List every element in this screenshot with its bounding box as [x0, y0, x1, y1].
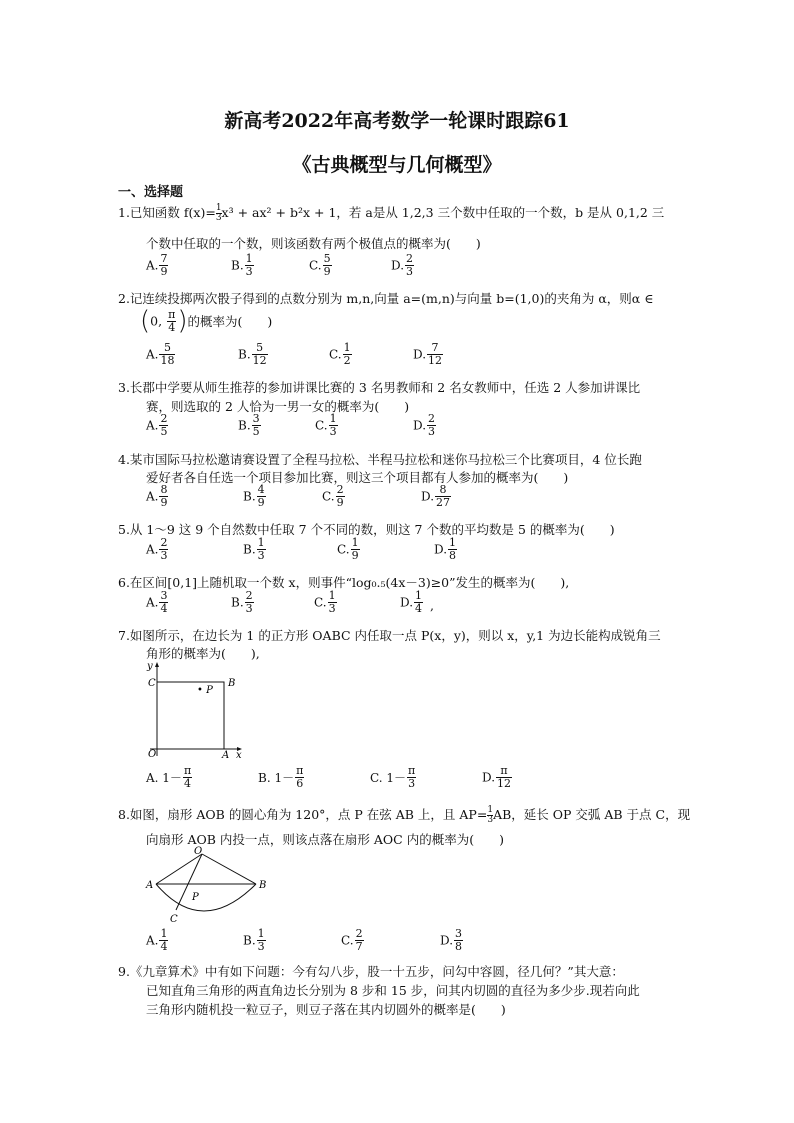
section-heading: 一、选择题	[118, 185, 184, 200]
numerator: 3	[252, 412, 260, 425]
denominator: 9	[160, 496, 168, 509]
answer-option	[391, 253, 415, 278]
question-2-line-2: (0, $\frac{\pi}{4}$ )的概率为( )	[140, 306, 273, 336]
option-fraction	[351, 537, 360, 562]
numerator: 4	[257, 483, 265, 496]
option-fraction	[323, 253, 332, 278]
option-fraction	[328, 590, 337, 615]
numerator: 1	[328, 589, 336, 602]
label-o: O	[194, 846, 203, 857]
option-fraction	[427, 413, 436, 438]
answer-option	[231, 590, 255, 615]
fraction: $\frac{\pi}{4}$	[168, 307, 176, 334]
option-fraction	[448, 537, 457, 562]
option-label: C.	[315, 418, 328, 433]
option-label: D.	[482, 770, 496, 785]
numerator: 1	[351, 536, 359, 549]
option-label: C. 1－	[370, 771, 407, 785]
answer-option	[146, 253, 169, 278]
numerator: π	[183, 764, 192, 777]
answer-option	[231, 253, 255, 278]
numerator: 8	[160, 483, 168, 496]
denominator: 12	[252, 354, 267, 367]
numerator: 7	[160, 252, 168, 265]
numerator: 1	[245, 252, 253, 265]
option-label: D.	[413, 418, 427, 433]
option-label: D.	[421, 489, 435, 504]
question-1-line-2: 个数中任取的一个数，则该函数有两个极值点的概率为( )	[146, 236, 481, 251]
numerator: 8	[435, 484, 451, 497]
numerator: 5	[323, 252, 331, 265]
numerator: 3	[160, 589, 168, 602]
option-fraction	[159, 537, 168, 562]
answer-option	[238, 413, 262, 438]
denominator: 12	[497, 777, 512, 790]
denominator: 3	[257, 940, 265, 953]
answer-option	[238, 342, 269, 367]
page-title: 新高考2022年高考数学一轮课时跟踪61	[224, 110, 570, 132]
denominator: 3	[160, 549, 168, 562]
answer-option	[421, 484, 452, 509]
denominator: 3	[329, 425, 337, 438]
option-label: D.	[434, 542, 448, 557]
fraction: $\frac{1}{3}$	[215, 203, 222, 223]
option-fraction	[159, 342, 175, 367]
answer-option	[413, 413, 437, 438]
numerator: 1	[343, 341, 351, 354]
answer-option	[243, 928, 267, 953]
question-6-line-1: 6.在区间[0,1]上随机取一个数 x，则事件“log₀.₅(4x－3)≥0”发生的概率为( ),	[118, 575, 570, 590]
question-2-line-1: 2.记连续投掷两次骰子得到的点数分别为 m,n,向量 a=(m,n)与向量 b=(1,0)的夹角为 α，则α ∈	[118, 291, 654, 306]
question-9-line-1: 9.《九章算术》中有如下问题：今有勾八步，股一十五步，问勾中容圆，径几何？”其大意：	[118, 964, 624, 979]
denominator: 3	[328, 602, 336, 615]
arc-ab	[156, 884, 256, 911]
option-label: C.	[337, 542, 350, 557]
answer-option	[146, 484, 169, 509]
denominator: 4	[160, 940, 168, 953]
answer-option	[146, 590, 169, 615]
label-p: • P	[197, 685, 213, 696]
denominator: 3	[257, 549, 265, 562]
question-8-line-2: 向扇形 AOB 内投一点，则该点落在扇形 AOC 内的概率为( )	[146, 832, 504, 847]
denominator: 3	[245, 602, 253, 615]
option-label: B.	[238, 418, 251, 433]
denominator: 5	[252, 425, 260, 438]
answer-option	[329, 342, 353, 367]
option-fraction	[355, 928, 364, 953]
option-fraction	[257, 537, 266, 562]
option-label: A.	[146, 418, 159, 433]
option-fraction	[252, 342, 268, 367]
answer-option	[146, 342, 176, 367]
answer-option	[243, 484, 267, 509]
numerator: 3	[455, 927, 463, 940]
question-4-line-2: 爱好者各自任选一个项目参加比赛，则这三个项目都有人参加的概率为( )	[146, 470, 569, 485]
option-label: B.	[243, 542, 256, 557]
question-3-line-1: 3.长郡中学要从师生推荐的参加讲课比赛的 3 名男教师和 2 名女教师中，任选 2 人参加讲课比	[118, 380, 641, 395]
label-x: x	[236, 750, 242, 760]
numerator: 1	[449, 536, 457, 549]
numerator: 1	[329, 412, 337, 425]
option-label: B.	[231, 258, 244, 273]
option-label: B.	[243, 933, 256, 948]
numerator: 1	[257, 927, 265, 940]
answer-option	[440, 928, 464, 953]
option-label: A.	[146, 595, 159, 610]
option-label: A.	[146, 933, 159, 948]
numerator: π	[408, 764, 416, 777]
answer-option	[315, 413, 339, 438]
answer-option	[413, 342, 444, 367]
numerator: 1	[160, 927, 168, 940]
label-y: y	[147, 661, 153, 672]
answer-option	[243, 537, 267, 562]
denominator: 2	[343, 354, 351, 367]
option-label: B.	[231, 595, 244, 610]
option-label: C.	[314, 595, 327, 610]
label-p: P	[192, 892, 199, 903]
option-fraction	[245, 253, 254, 278]
denominator: 6	[296, 777, 304, 790]
label-a: A	[222, 750, 230, 760]
option-label: C.	[341, 933, 354, 948]
answer-option	[482, 765, 513, 790]
label-b: B	[228, 678, 236, 689]
option-fraction	[257, 484, 266, 509]
option-label: D.	[400, 595, 414, 610]
option-label: C.	[309, 258, 322, 273]
option-label: D.	[440, 933, 454, 948]
numerator: 2	[160, 412, 168, 425]
denominator: 3	[408, 777, 416, 790]
answer-option	[309, 253, 333, 278]
denominator: 9	[336, 496, 344, 509]
denominator: 7	[355, 940, 363, 953]
option-fraction	[245, 590, 254, 615]
denominator: 9	[323, 265, 331, 278]
question-3-line-2: 赛，则选取的 2 人恰为一男一女的概率为( )	[146, 399, 410, 414]
denominator: 12	[428, 354, 443, 367]
denominator: 18	[160, 354, 175, 367]
denominator: 4	[184, 777, 192, 790]
y-axis-arrow	[155, 662, 159, 667]
question-4-line-1: 4.某市国际马拉松邀请赛设置了全程马拉松、半程马拉松和迷你马拉松三个比赛项目，4 位长跑	[118, 452, 642, 467]
numerator: π	[296, 764, 304, 777]
denominator: 9	[160, 265, 168, 278]
option-label: C.	[322, 489, 335, 504]
label-b: B	[259, 880, 267, 891]
option-fraction	[329, 413, 338, 438]
option-fraction	[405, 253, 414, 278]
denominator: 3	[428, 425, 436, 438]
option-fraction	[183, 765, 192, 790]
label-c: C	[148, 678, 156, 689]
option-fraction	[435, 484, 451, 509]
option-fraction	[252, 413, 261, 438]
option-fraction	[343, 342, 352, 367]
option-label: A.	[146, 542, 159, 557]
option-fraction	[414, 590, 423, 615]
denominator: 9	[257, 496, 265, 509]
option-fraction	[336, 484, 345, 509]
numerator: 2	[428, 412, 436, 425]
denominator: 8	[449, 549, 457, 562]
option-fraction	[496, 765, 512, 790]
option-label: B. 1－	[258, 771, 295, 785]
option-label: C.	[329, 347, 342, 362]
option-label: D.	[391, 258, 405, 273]
answer-option	[314, 590, 338, 615]
answer-option	[258, 765, 305, 790]
label-c: C	[170, 914, 178, 925]
numerator: 1	[415, 589, 423, 602]
answer-option	[341, 928, 365, 953]
option-fraction	[427, 342, 443, 367]
page-subtitle: 《古典概型与几何概型》	[292, 154, 502, 176]
numerator: 2	[406, 252, 414, 265]
square-figure	[140, 660, 250, 760]
answer-option	[434, 537, 458, 562]
answer-option	[146, 928, 169, 953]
option-label: B.	[243, 489, 256, 504]
label-o: O	[148, 749, 157, 760]
option-label: A.	[146, 489, 159, 504]
option-label: D.	[413, 347, 427, 362]
question-7-line-2: 角形的概率为( ),	[146, 646, 260, 661]
answer-option	[146, 765, 193, 790]
option-fraction	[257, 928, 266, 953]
numerator: 5	[252, 342, 268, 355]
answer-option	[146, 537, 169, 562]
answer-option	[322, 484, 346, 509]
question-5-line-1: 5.从 1～9 这 9 个自然数中任取 7 个不同的数，则这 7 个数的平均数是 5 的概率为( )	[118, 522, 615, 537]
numerator: 5	[159, 342, 175, 355]
label-a: A	[146, 880, 154, 891]
question-1-line-1: 1.已知函数 f(x)= $\frac{1}{3}x^3 + ax^2 + b^2x + 1$，若 a是从 1,2,3 三个数中任取的一个数，b 是从 0,1,2 三	[118, 203, 665, 223]
square-oabc	[157, 682, 224, 749]
denominator: 4	[160, 602, 168, 615]
numerator: 7	[427, 342, 443, 355]
denominator: 4	[415, 602, 423, 615]
option-label: A.	[146, 258, 159, 273]
radius-ob	[202, 854, 256, 884]
answer-option	[146, 413, 169, 438]
denominator: 5	[160, 425, 168, 438]
numerator: 2	[336, 483, 344, 496]
numerator: 1	[257, 536, 265, 549]
answer-option	[400, 590, 424, 615]
numerator: 2	[355, 927, 363, 940]
answer-option	[337, 537, 361, 562]
numerator: 2	[160, 536, 168, 549]
option-fraction	[159, 253, 168, 278]
denominator: 27	[436, 496, 451, 509]
option-fraction	[159, 590, 168, 615]
option-fraction	[159, 928, 168, 953]
option-label: A.	[146, 347, 159, 362]
answer-option	[370, 765, 417, 790]
option-fraction	[454, 928, 463, 953]
trailing-comma: ,	[430, 598, 434, 613]
denominator: 3	[406, 265, 414, 278]
question-8-line-1: 8.如图，扇形 AOB 的圆心角为 120°，点 P 在弦 AB 上，且 AP= $\frac{1}{3}AB$，延长 OP 交弧 AB 于点 C，现	[118, 805, 691, 825]
question-7-line-1: 7.如图所示，在边长为 1 的正方形 OABC 内任取一点 P(x，y)，则以 x，y,1 为边长能构成锐角三	[118, 628, 661, 643]
question-9-line-3: 三角形内随机投一粒豆子，则豆子落在其内切圆外的概率是( )	[146, 1002, 506, 1017]
numerator: 2	[245, 589, 253, 602]
option-fraction	[159, 413, 168, 438]
option-label: B.	[238, 347, 251, 362]
option-fraction	[407, 765, 416, 790]
question-9-line-2: 已知直角三角形的两直角边长分别为 8 步和 15 步，问其内切圆的直径为多少步.现若向此	[146, 983, 640, 998]
denominator: 9	[351, 549, 359, 562]
denominator: 8	[455, 940, 463, 953]
option-fraction	[295, 765, 304, 790]
denominator: 3	[245, 265, 253, 278]
option-label: A. 1－	[146, 771, 182, 785]
numerator: π	[496, 765, 512, 778]
option-fraction	[159, 484, 168, 509]
fraction: $\frac{1}{3}$	[487, 805, 494, 825]
sector-figure	[140, 842, 280, 927]
